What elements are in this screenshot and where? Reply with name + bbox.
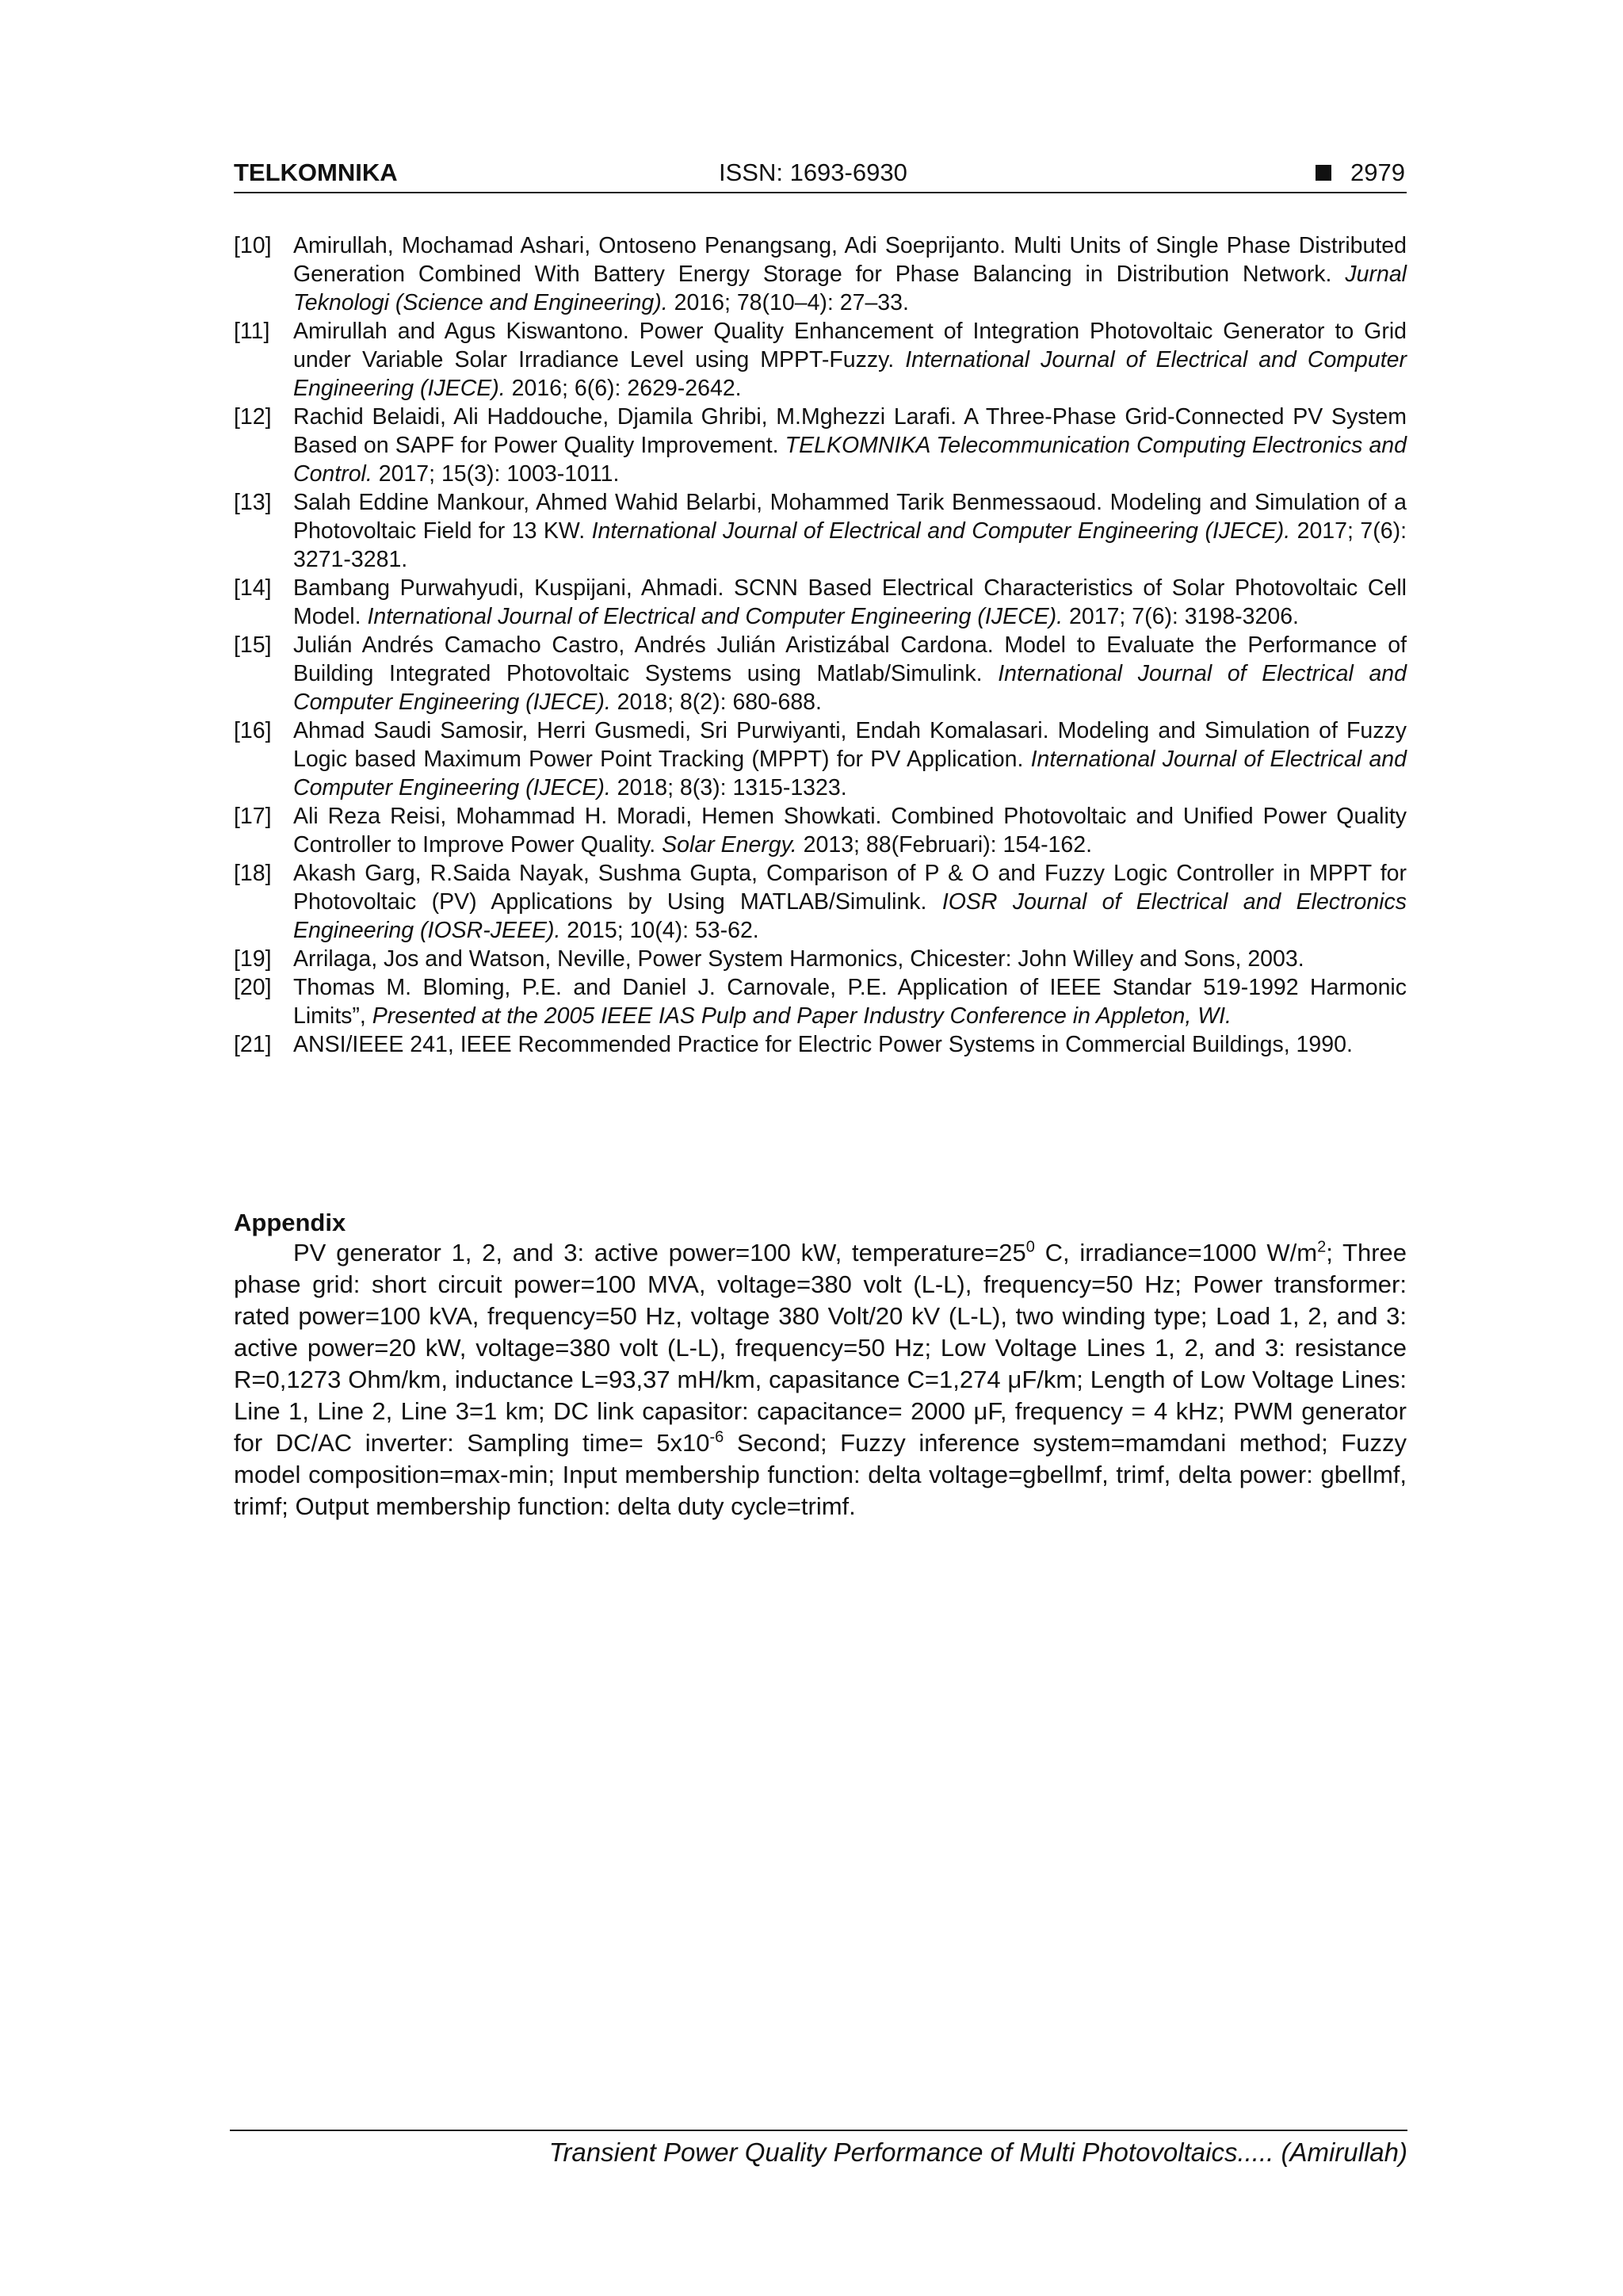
appendix-paragraph: [234, 1237, 1407, 1522]
reference-details: 2018; 8(2): 680-688.: [610, 690, 822, 715]
reference-text: [293, 231, 1407, 317]
page-number: 2979: [1350, 159, 1405, 186]
reference-authors-title: Rachid Belaidi, Ali Haddouche, Djamila Ghribi, M.Mghezzi Larafi. A Three-Phase Grid-Connected PV System Based on SAPF for Power Quality Improvement.: [293, 404, 1407, 458]
reference-number: [12]: [234, 404, 272, 430]
reference-authors-title: Bambang Purwahyudi, Kuspijani, Ahmadi. SCNN Based Electrical Characteristics of Solar Photovoltaic Cell Model.: [293, 575, 1407, 629]
reference-authors-title: Arrilaga, Jos and Watson, Neville, Power System Harmonics, Chicester: John Willey and Sons, 2003.: [293, 946, 1304, 972]
reference-authors-title: ANSI/IEEE 241, IEEE Recommended Practice for Electric Power Systems in Commercial Buildings, 1990.: [293, 1032, 1353, 1057]
reference-item: [234, 488, 1407, 574]
reference-journal: International Journal of Electrical and Computer Engineering (IJECE).: [293, 747, 1407, 800]
reference-journal: International Journal of Electrical and Computer Engineering (IJECE).: [293, 661, 1407, 715]
reference-item: [234, 802, 1407, 859]
reference-authors-title: Ali Reza Reisi, Mohammad H. Moradi, Hemen Showkati. Combined Photovoltaic and Unified Power Quality Controller to Improve Power Quality.: [293, 804, 1407, 858]
reference-item: [234, 631, 1407, 716]
page-footer: [230, 2130, 1407, 2168]
reference-item: [234, 1030, 1407, 1059]
reference-text: [293, 403, 1407, 488]
reference-text: [293, 802, 1407, 859]
reference-number: [15]: [234, 632, 272, 658]
reference-text: [293, 716, 1407, 802]
reference-number: [11]: [234, 319, 270, 344]
reference-journal: Presented at the 2005 IEEE IAS Pulp and Paper Industry Conference in Appleton, WI.: [372, 1003, 1232, 1029]
reference-details: 2015; 10(4): 53-62.: [560, 918, 759, 943]
reference-authors-title: Salah Eddine Mankour, Ahmed Wahid Belarbi, Mohammed Tarik Benmessaoud. Modeling and Simulation of a Photovoltaic Field for 13 KW.: [293, 490, 1407, 544]
appendix-superscript-3: -6: [709, 1428, 724, 1446]
reference-journal: International Journal of Electrical and Computer Engineering (IJECE).: [591, 518, 1291, 544]
appendix-heading: Appendix: [234, 1209, 346, 1236]
square-bullet-icon: [1316, 165, 1331, 181]
reference-number: [19]: [234, 946, 272, 972]
reference-details: 2016; 78(10–4): 27–33.: [667, 290, 909, 315]
reference-authors-title: Ahmad Saudi Samosir, Herri Gusmedi, Sri Purwiyanti, Endah Komalasari. Modeling and Simulation of Fuzzy Logic based Maximum Power Point Tracking (MPPT) for PV Application.: [293, 718, 1407, 772]
reference-number: [16]: [234, 718, 272, 743]
reference-item: [234, 716, 1407, 802]
appendix-section: [234, 1209, 1407, 1522]
reference-details: 2017; 7(6): 3198-3206.: [1063, 604, 1299, 629]
appendix-text-2: C, irradiance=1000 W/m: [1034, 1239, 1318, 1266]
reference-item: [234, 859, 1407, 945]
reference-list: [234, 231, 1407, 1059]
reference-authors-title: Julián Andrés Camacho Castro, Andrés Julián Aristizábal Cardona. Model to Evaluate the Performance of Building Integrated Photovoltaic Systems using Matlab/Simulink.: [293, 632, 1407, 686]
reference-number: [18]: [234, 861, 272, 886]
reference-number: [14]: [234, 575, 272, 601]
reference-text: [293, 631, 1407, 716]
reference-number: [17]: [234, 804, 272, 829]
appendix-superscript-1: 0: [1025, 1238, 1035, 1256]
reference-number: [21]: [234, 1032, 272, 1057]
reference-details: 2017; 7(6): 3271-3281.: [293, 518, 1407, 572]
footer-running-title: Transient Power Quality Performance of Multi Photovoltaics..... (Amirullah): [548, 2137, 1407, 2167]
reference-details: 2017; 15(3): 1003-1011.: [372, 461, 620, 487]
appendix-text-3: ; Three phase grid: short circuit power=100 MVA, voltage=380 volt (L-L), frequency=50 Hz; Power transformer: rated power=100 kVA, frequency=50 Hz, voltage 380 Volt/20 kV (L-L), two winding type; Load 1, 2, and 3: active power=20 kW, voltage=380 volt (L-L), frequency=50 Hz; Low Voltage Lines 1, 2, and 3: resistance R=0,1273 Ohm/km, inductance L=93,37 mH/km, capasitance C=1,274 μF/km; Length of Low Voltage Lines: Line 1, Line 2, Line 3=1 km; DC link capasitor: capacitance= 2000 μF, frequency = 4 kHz; PWM generator for DC/AC inverter: Sampling time= 5x10: [234, 1239, 1407, 1457]
reference-text: [293, 574, 1407, 631]
reference-journal: International Journal of Electrical and Computer Engineering (IJECE).: [293, 347, 1407, 401]
reference-text: [293, 1030, 1407, 1059]
reference-authors-title: Amirullah and Agus Kiswantono. Power Quality Enhancement of Integration Photovoltaic Generator to Grid under Variable Solar Irradiance Level using MPPT-Fuzzy.: [293, 319, 1407, 372]
reference-number: [13]: [234, 490, 272, 515]
reference-item: [234, 973, 1407, 1030]
reference-journal: Solar Energy.: [662, 832, 797, 858]
reference-item: [234, 231, 1407, 317]
reference-number: [20]: [234, 975, 272, 1000]
reference-number: [10]: [234, 233, 272, 258]
reference-details: 2016; 6(6): 2629-2642.: [505, 376, 742, 401]
page-number-block: [1316, 159, 1405, 187]
reference-item: [234, 945, 1407, 973]
appendix-superscript-2: 2: [1317, 1238, 1327, 1256]
page-header: [234, 157, 1407, 193]
reference-details: 2018; 8(3): 1315-1323.: [610, 775, 847, 800]
reference-authors-title: Thomas M. Bloming, P.E. and Daniel J. Carnovale, P.E. Application of IEEE Standar 519-1992 Harmonic Limits”,: [293, 975, 1407, 1029]
reference-text: [293, 859, 1407, 945]
reference-journal: TELKOMNIKA Telecommunication Computing Electronics and Control.: [293, 433, 1407, 487]
appendix-text-1: PV generator 1, 2, and 3: active power=100 kW, temperature=25: [293, 1239, 1026, 1266]
reference-text: [293, 973, 1407, 1030]
appendix-text-4: Second; Fuzzy inference system=mamdani method; Fuzzy model composition=max-min; Input membership function: delta voltage=gbellmf, trimf, delta power: gbellmf, trimf; Output membership function: delta duty cycle=trimf.: [234, 1429, 1407, 1520]
reference-authors-title: Akash Garg, R.Saida Nayak, Sushma Gupta, Comparison of P & O and Fuzzy Logic Controller in MPPT for Photovoltaic (PV) Applications by Using MATLAB/Simulink.: [293, 861, 1407, 915]
reference-journal: IOSR Journal of Electrical and Electronics Engineering (IOSR-JEEE).: [293, 889, 1407, 943]
journal-name: TELKOMNIKA: [234, 159, 398, 186]
reference-item: [234, 317, 1407, 403]
reference-text: [293, 488, 1407, 574]
reference-journal: International Journal of Electrical and Computer Engineering (IJECE).: [367, 604, 1064, 629]
reference-item: [234, 403, 1407, 488]
reference-details: 2013; 88(Februari): 154-162.: [796, 832, 1093, 858]
reference-text: [293, 317, 1407, 403]
reference-text: [293, 945, 1407, 973]
reference-journal: Jurnal Teknologi (Science and Engineering).: [293, 262, 1407, 315]
reference-authors-title: Amirullah, Mochamad Ashari, Ontoseno Penangsang, Adi Soeprijanto. Multi Units of Single Phase Distributed Generation Combined With Battery Energy Storage for Phase Balancing in Distribution Network.: [293, 233, 1407, 287]
reference-item: [234, 574, 1407, 631]
issn: ISSN: 1693-6930: [719, 159, 907, 186]
